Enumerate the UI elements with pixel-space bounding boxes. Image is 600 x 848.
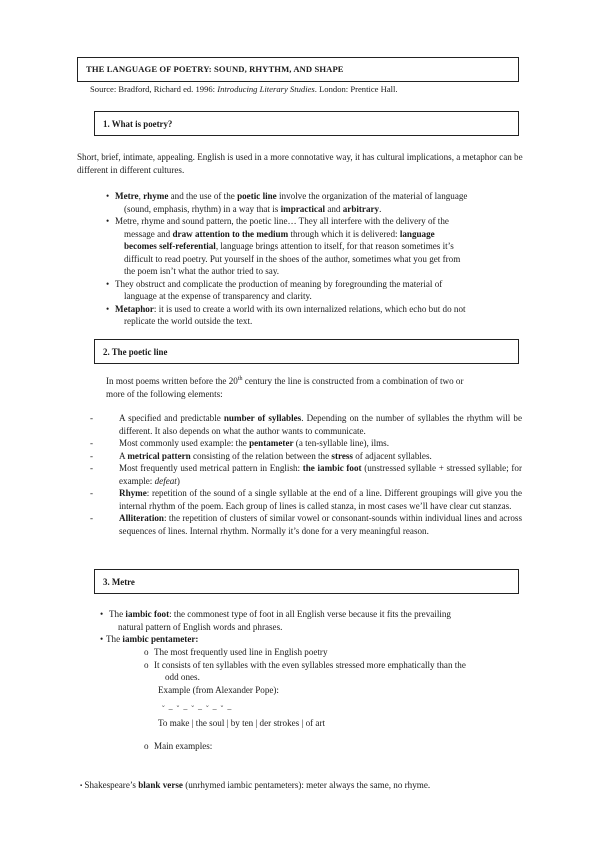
bullet-icon: • [100, 634, 104, 645]
bullet-icon: • [106, 191, 110, 201]
square-bullet-icon: ▪ [80, 783, 83, 789]
list-item: o Main examples: [144, 741, 213, 751]
list-item: • The iambic pentameter: [100, 634, 199, 645]
dash-icon: - [90, 463, 94, 474]
bullet-icon: • [106, 216, 110, 227]
list-item: • Metaphor: it is used to create a world with its own internalized relations, which echo but do not replicate the world outside the text. [106, 303, 466, 327]
bullet-icon: • [100, 609, 104, 619]
dash-icon: - [90, 438, 94, 449]
pentameter-sub-list [144, 646, 524, 684]
poetry-bullet-list [106, 190, 526, 328]
list-item: - A metrical pattern consisting of the relation between the stress of adjacent syllables. [90, 450, 432, 461]
list-item: - Most frequently used metrical pattern in English: the iambic foot (unstressed syllable + stressed syllable; for example: defeat) [90, 463, 522, 486]
list-item: o The most frequently used line in English poetry [144, 647, 328, 657]
section-heading-metre: 3. Metre [94, 569, 519, 594]
bullet-icon: • [106, 278, 110, 289]
list-item: • Metre, rhyme and the use of the poetic line involve the organization of the material of language (sound, emphasis, rhythm) in a way that is impractical and arbitrary. [106, 191, 468, 214]
elements-dash-list [90, 412, 522, 537]
intro-paragraph: Short, brief, intimate, appealing. English is used in a more connotative way, it has cultural implications, a metaphor can be different in different cultures. [77, 152, 523, 175]
example-label: Example (from Alexander Pope): [158, 685, 279, 695]
dash-icon: - [90, 488, 94, 499]
circle-bullet-icon: o [144, 659, 149, 670]
list-item: - A specified and predictable number of syllables. Depending on the number of syllables the rhythm will be different. It also depends on what the author wants to communicate. [90, 413, 522, 436]
list-item: - Most commonly used example: the pentameter (a ten-syllable line), ilms. [90, 438, 389, 449]
list-item: - Rhyme: repetition of the sound of a single syllable at the end of a line. Different groupings will give you the internal rhythm of the poem. Each group of lines is called stanza, in most cases we’ll have clear cut stanzas. [90, 488, 522, 511]
blank-verse-note: ▪ Shakespeare’s blank verse (unrhymed iambic pentameters): meter always the same, no rhyme. [80, 780, 431, 790]
scansion-marks: ˘ – ˘ – ˘ – ˘ – ˘ – [162, 704, 233, 713]
list-item: - Alliteration: the repetition of clusters of similar vowel or consonant-sounds within individual lines and across sequences of lines. Internal rhythm. Normally it’s done for a very meaningful reason. [90, 513, 522, 536]
document-title: THE LANGUAGE OF POETRY: SOUND, RHYTHM, AND SHAPE [77, 57, 519, 82]
bullet-icon: • [106, 303, 110, 314]
dash-icon: - [90, 413, 94, 423]
source-citation: Source: Bradford, Richard ed. 1996: Introducing Literary Studies. London: Prentice Hall. [90, 84, 398, 94]
list-item: o It consists of ten syllables with the even syllables stressed more emphatically than the odd ones. [144, 659, 466, 683]
dash-icon: - [90, 513, 94, 524]
example-verse: To make | the soul | by ten | der strokes | of art [158, 718, 326, 728]
list-item: • The iambic foot: the commonest type of foot in all English verse because it fits the prevailing natural pattern of English words and phrases. [100, 609, 451, 632]
list-item: • Metre, rhyme and sound pattern, the poetic line… They all interfere with the delivery of the message and draw attention to the medium through which it is delivered: language becomes self-referential, language brings attention to itself, for that reason sometimes it’s difficult to read poetry. Put yourself in the shoes of the author, sometimes what you get from the poem isn’t what the author tried to say. [106, 216, 461, 277]
list-item: • They obstruct and complicate the production of meaning by foregrounding the material of language at the expense of transparency and clarity. [106, 278, 443, 302]
examples-sub-list [144, 740, 524, 753]
circle-bullet-icon: o [144, 741, 149, 751]
circle-bullet-icon: o [144, 647, 149, 657]
metre-bullet-list [100, 608, 526, 646]
section-heading-poetic-line: 2. The poetic line [94, 339, 519, 364]
section-heading-what-is-poetry: 1. What is poetry? [94, 111, 519, 136]
poetic-line-intro: In most poems written before the 20th century the line is constructed from a combination of two or more of the following elements: [106, 375, 464, 399]
dash-icon: - [90, 450, 94, 461]
